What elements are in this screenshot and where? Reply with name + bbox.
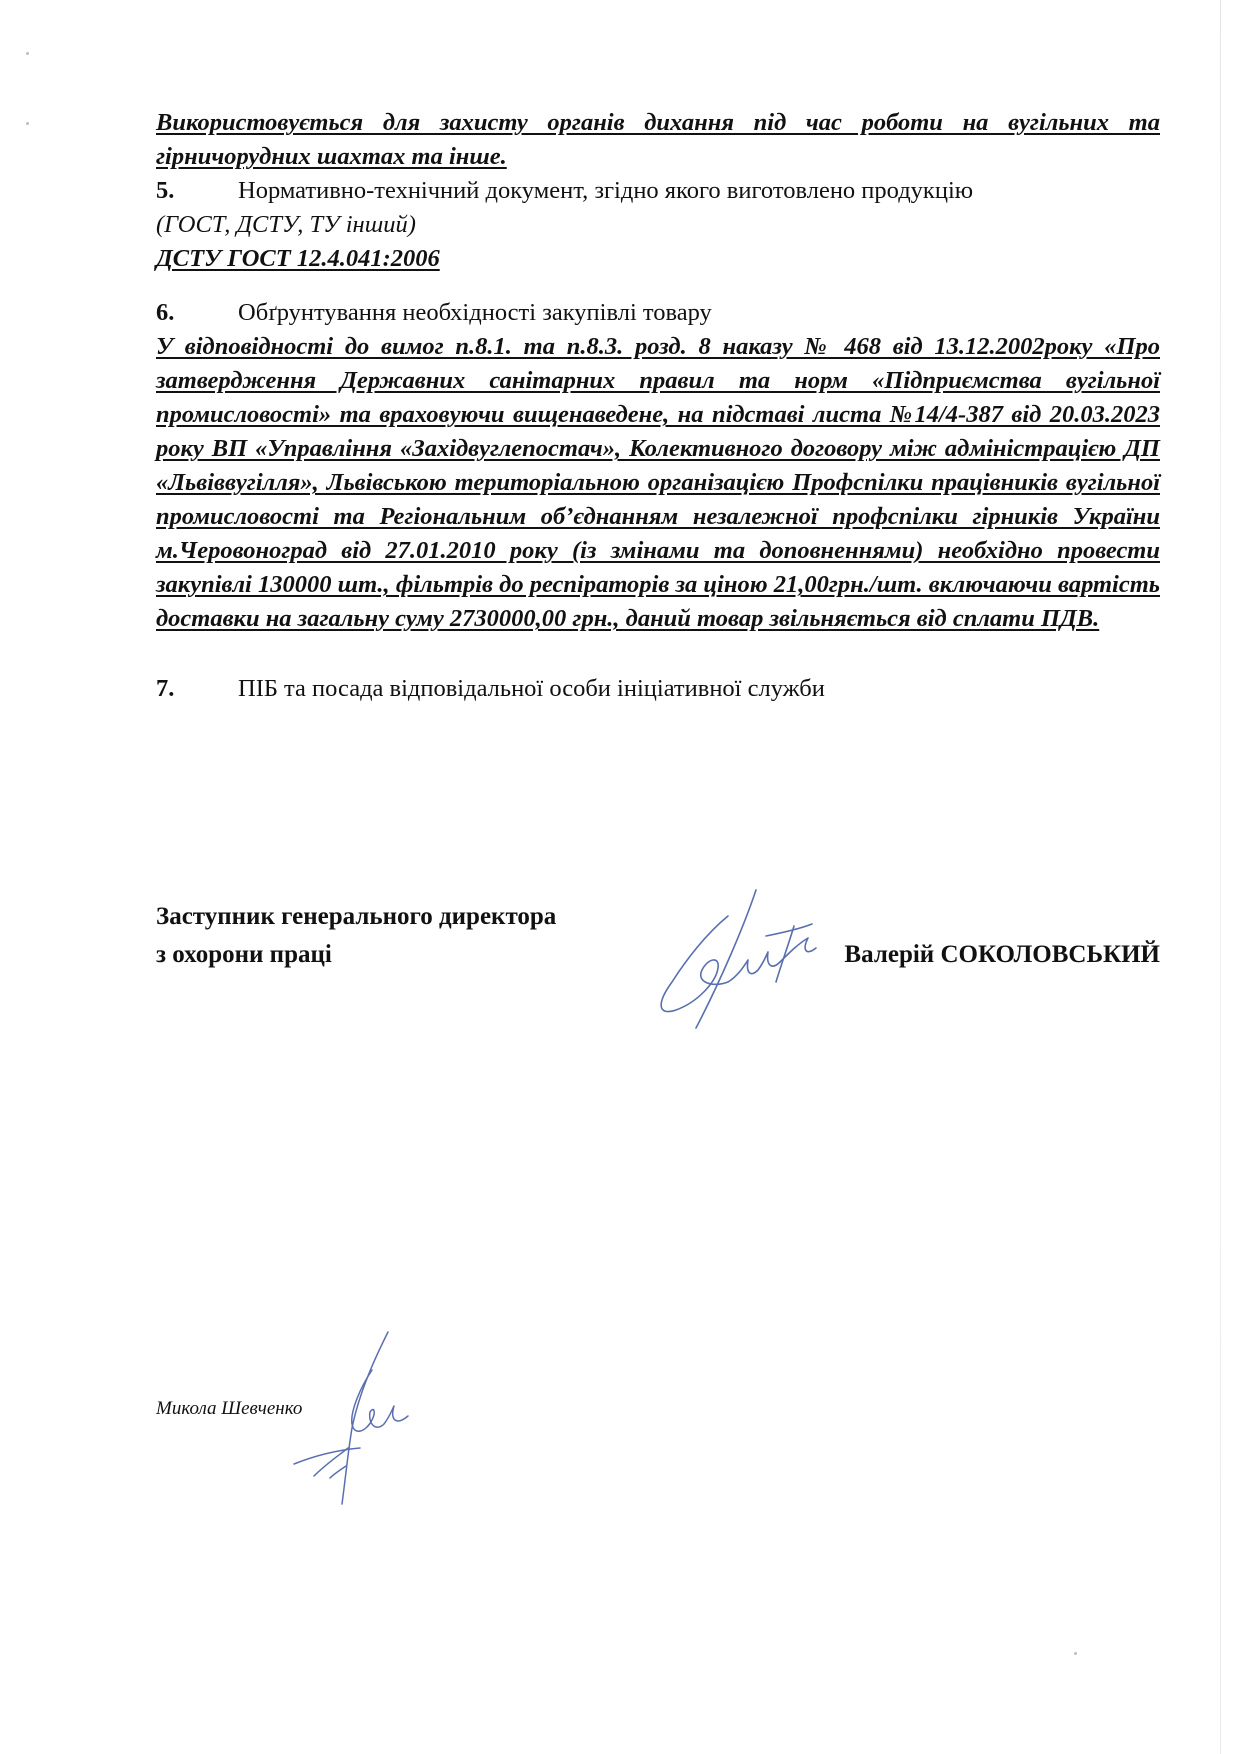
scan-edge (1220, 0, 1221, 1754)
section-5-number: 5. (156, 177, 175, 204)
scan-speck (26, 122, 29, 125)
section-7-title: ПІБ та посада відповідальної особи ініціативної служби (238, 675, 825, 702)
section-5-note: (ГОСТ, ДСТУ, ТУ інший) (156, 211, 416, 238)
signatory-position-line1: Заступник генерального директора (156, 903, 557, 930)
intro-paragraph: Використовується для захисту органів дихання під час роботи на вугільних та гірничорудних шахтах та інше. (156, 109, 1160, 170)
scan-speck (1074, 1652, 1077, 1655)
section-6-number: 6. (156, 299, 175, 326)
scan-speck (26, 52, 29, 55)
section-5-value: ДСТУ ГОСТ 12.4.041:2006 (156, 245, 440, 272)
executor-name: Микола Шевченко (156, 1398, 303, 1419)
document-body (156, 106, 1160, 706)
spacer (156, 276, 1160, 296)
executor-signature (290, 1328, 420, 1508)
section-5-title: Нормативно-технічний документ, згідно якого виготовлено продукцію (238, 177, 974, 204)
signatory-name: Валерій СОКОЛОВСЬКИЙ (844, 941, 1160, 968)
section-5 (156, 174, 1160, 208)
section-6 (156, 296, 1160, 330)
handwritten-signature (616, 886, 856, 1036)
section-6-value: У відповідності до вимог п.8.1. та п.8.3. розд. 8 наказу № 468 від 13.12.2002року «Про затвердження Державних санітарних правил та норм «Підприємства вугільної промисловості» та враховуючи вищенаведене, на підставі листа №14/4-387 від 20.03.2023 року ВП «Управління «Західвуглепостач», Колективного договору між адміністрацією ДП «Львіввугілля», Львівською територіальною організацією Профспілки працівників вугільної промисловості та Регіональним об’єднанням незалежної профспілки гірників України м.Черовоноград від 27.01.2010 року (із змінами та доповненнями) необхідно провести закупівлі 130000 шт., фільтрів до респіраторів за ціною 21,00грн./шт. включаючи вартість доставки на загальну суму 2730000,00 грн., даний товар звільняється від сплати ПДВ. (156, 333, 1160, 632)
signature-block (156, 898, 1160, 1028)
signatory-position (156, 898, 556, 974)
spacer (156, 636, 1160, 672)
section-7-number: 7. (156, 675, 175, 702)
section-7 (156, 672, 1160, 706)
section-6-title: Обґрунтування необхідності закупівлі товару (238, 299, 712, 326)
signatory-position-line2: з охорони праці (156, 941, 332, 968)
